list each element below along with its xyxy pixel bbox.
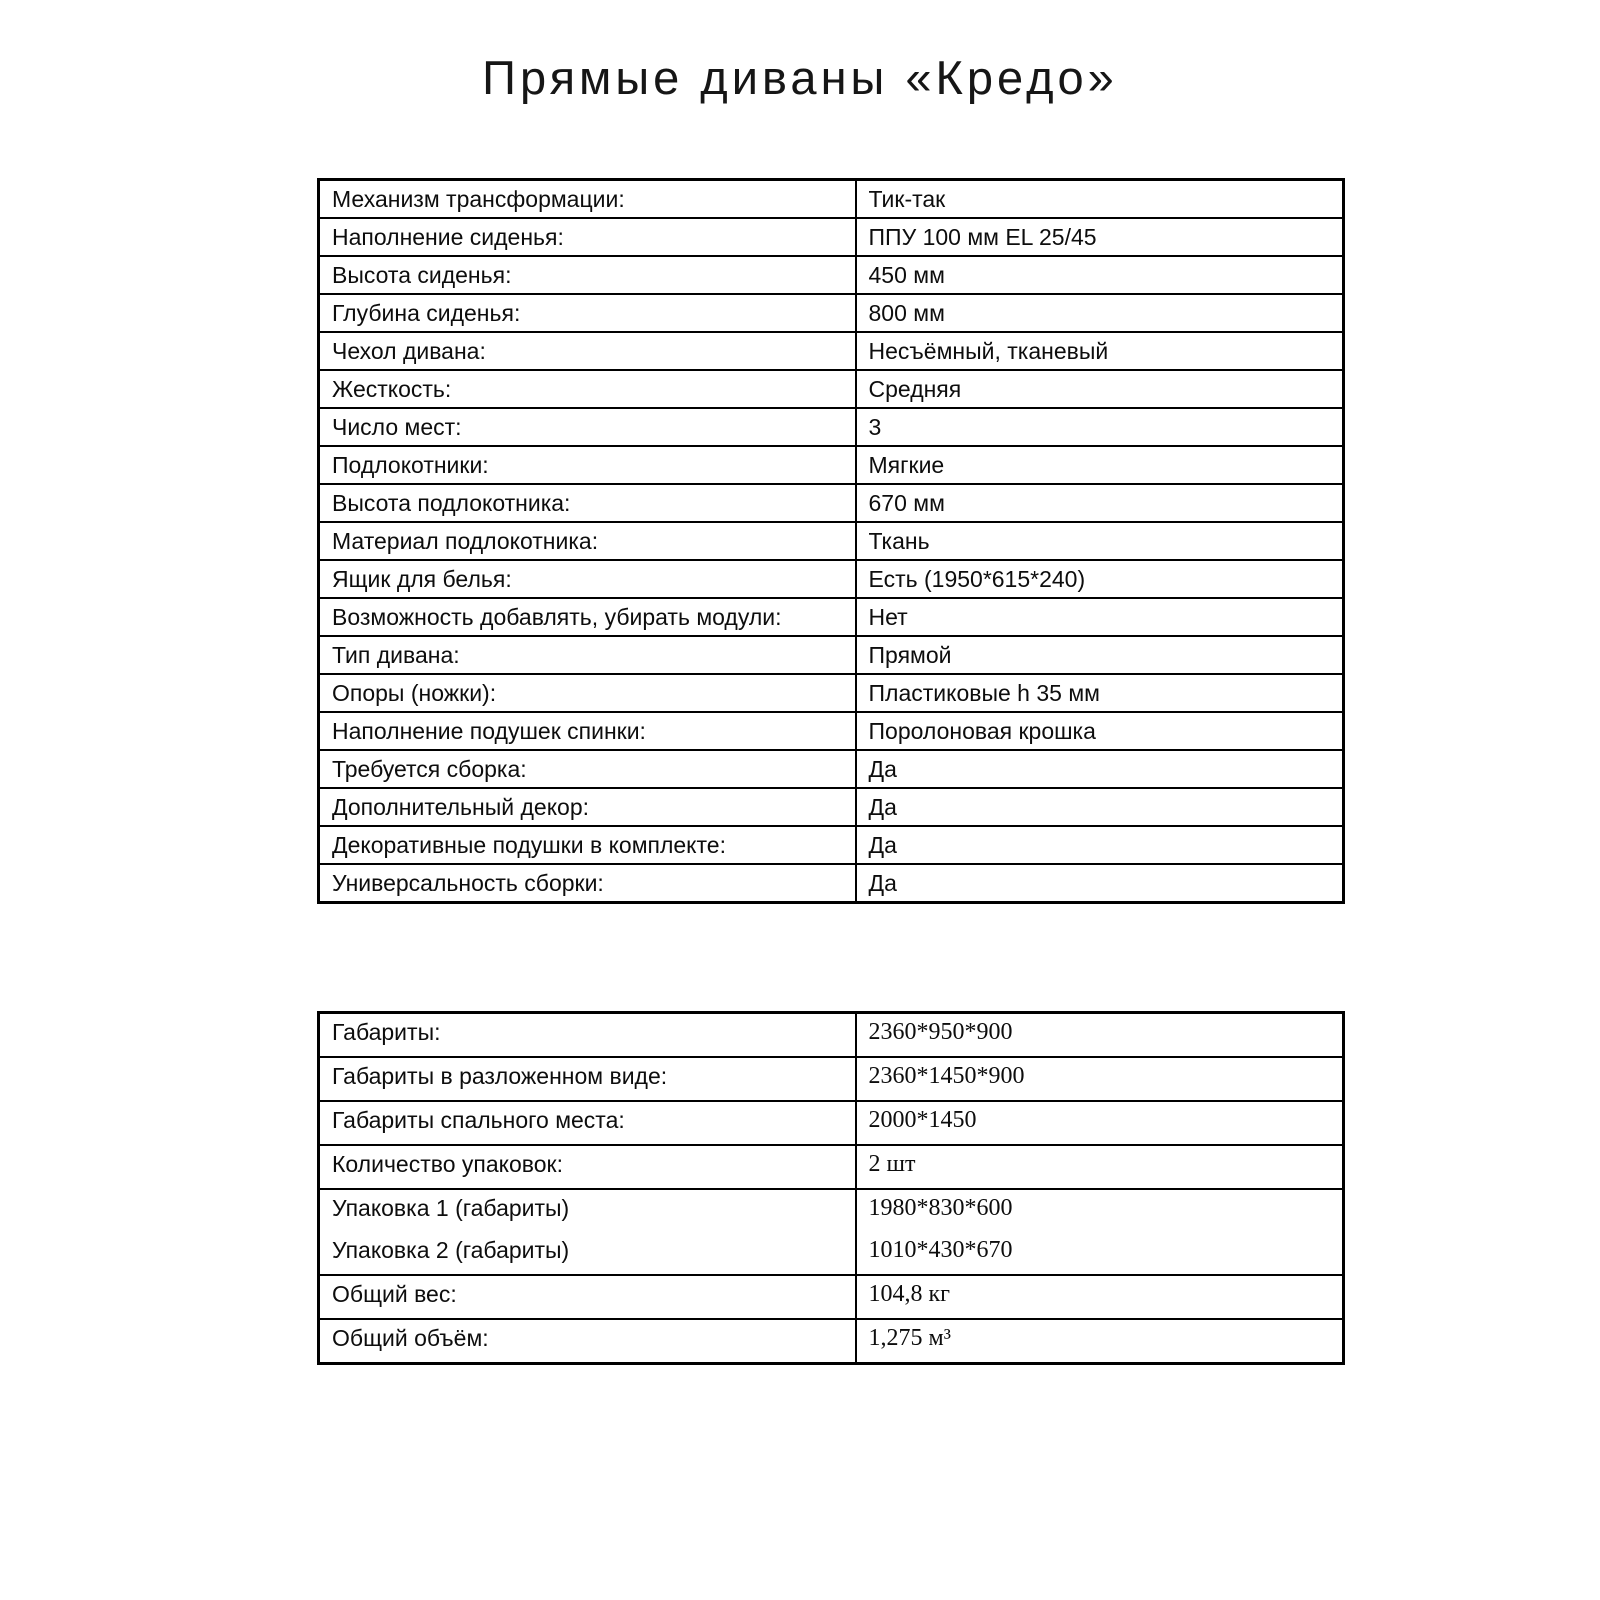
row-label: Требуется сборка: bbox=[319, 750, 856, 788]
row-label: Габариты в разложенном виде: bbox=[319, 1057, 856, 1101]
table-row bbox=[319, 256, 1344, 294]
row-label: Тип дивана: bbox=[319, 636, 856, 674]
row-label: Дополнительный декор: bbox=[319, 788, 856, 826]
row-label: Ящик для белья: bbox=[319, 560, 856, 598]
table-row bbox=[319, 826, 1344, 864]
row-value: Да bbox=[856, 826, 1344, 864]
row-value: Мягкие bbox=[856, 446, 1344, 484]
table-row bbox=[319, 1013, 1344, 1058]
row-value: 2 шт bbox=[856, 1145, 1344, 1189]
row-value: 1010*430*670 bbox=[856, 1232, 1344, 1275]
specifications-table bbox=[317, 178, 1345, 904]
row-label: Число мест: bbox=[319, 408, 856, 446]
row-label: Общий вес: bbox=[319, 1275, 856, 1319]
table-row bbox=[319, 1057, 1344, 1101]
specifications-table-body bbox=[319, 180, 1344, 903]
row-value: 1,275 м³ bbox=[856, 1319, 1344, 1364]
table-row bbox=[319, 598, 1344, 636]
row-label: Упаковка 1 (габариты) bbox=[319, 1189, 856, 1232]
row-value: 3 bbox=[856, 408, 1344, 446]
table-row bbox=[319, 484, 1344, 522]
table-row bbox=[319, 218, 1344, 256]
dimensions-table bbox=[317, 1011, 1345, 1365]
row-label: Механизм трансформации: bbox=[319, 180, 856, 219]
row-label: Количество упаковок: bbox=[319, 1145, 856, 1189]
row-value: Пластиковые h 35 мм bbox=[856, 674, 1344, 712]
table-row bbox=[319, 1275, 1344, 1319]
table-row bbox=[319, 712, 1344, 750]
row-value: 2360*950*900 bbox=[856, 1013, 1344, 1058]
table-row bbox=[319, 1145, 1344, 1189]
row-value: 1980*830*600 bbox=[856, 1189, 1344, 1232]
table-row bbox=[319, 332, 1344, 370]
row-value: Тик-так bbox=[856, 180, 1344, 219]
row-label: Высота подлокотника: bbox=[319, 484, 856, 522]
table-row bbox=[319, 750, 1344, 788]
row-label: Жесткость: bbox=[319, 370, 856, 408]
row-label: Габариты спального места: bbox=[319, 1101, 856, 1145]
row-label: Декоративные подушки в комплекте: bbox=[319, 826, 856, 864]
table-row bbox=[319, 636, 1344, 674]
row-label: Опоры (ножки): bbox=[319, 674, 856, 712]
table-row bbox=[319, 1189, 1344, 1232]
row-value: Да bbox=[856, 864, 1344, 903]
row-value: Нет bbox=[856, 598, 1344, 636]
row-label: Глубина сиденья: bbox=[319, 294, 856, 332]
row-value: 450 мм bbox=[856, 256, 1344, 294]
table-row bbox=[319, 864, 1344, 903]
table-row bbox=[319, 1232, 1344, 1275]
row-value: Поролоновая крошка bbox=[856, 712, 1344, 750]
row-label: Подлокотники: bbox=[319, 446, 856, 484]
dimensions-table-body bbox=[319, 1013, 1344, 1364]
row-label: Общий объём: bbox=[319, 1319, 856, 1364]
row-label: Материал подлокотника: bbox=[319, 522, 856, 560]
table-row bbox=[319, 446, 1344, 484]
table-row bbox=[319, 370, 1344, 408]
table-row bbox=[319, 522, 1344, 560]
row-value: Ткань bbox=[856, 522, 1344, 560]
row-value: Да bbox=[856, 750, 1344, 788]
row-label: Высота сиденья: bbox=[319, 256, 856, 294]
row-value: Да bbox=[856, 788, 1344, 826]
table-row bbox=[319, 294, 1344, 332]
row-label: Наполнение подушек спинки: bbox=[319, 712, 856, 750]
row-value: 2000*1450 bbox=[856, 1101, 1344, 1145]
row-label: Возможность добавлять, убирать модули: bbox=[319, 598, 856, 636]
row-value: 104,8 кг bbox=[856, 1275, 1344, 1319]
row-value: 800 мм bbox=[856, 294, 1344, 332]
row-label: Упаковка 2 (габариты) bbox=[319, 1232, 856, 1275]
row-label: Универсальность сборки: bbox=[319, 864, 856, 903]
page-title: Прямые диваны «Кредо» bbox=[482, 51, 1118, 104]
row-label: Чехол дивана: bbox=[319, 332, 856, 370]
row-value: ППУ 100 мм EL 25/45 bbox=[856, 218, 1344, 256]
row-value: Прямой bbox=[856, 636, 1344, 674]
table-row bbox=[319, 1101, 1344, 1145]
table-row bbox=[319, 674, 1344, 712]
table-row bbox=[319, 408, 1344, 446]
row-label: Наполнение сиденья: bbox=[319, 218, 856, 256]
table-row bbox=[319, 560, 1344, 598]
row-value: 2360*1450*900 bbox=[856, 1057, 1344, 1101]
row-value: Средняя bbox=[856, 370, 1344, 408]
row-value: 670 мм bbox=[856, 484, 1344, 522]
table-row bbox=[319, 788, 1344, 826]
table-row bbox=[319, 1319, 1344, 1364]
row-value: Несъёмный, тканевый bbox=[856, 332, 1344, 370]
table-row bbox=[319, 180, 1344, 219]
row-value: Есть (1950*615*240) bbox=[856, 560, 1344, 598]
row-label: Габариты: bbox=[319, 1013, 856, 1058]
